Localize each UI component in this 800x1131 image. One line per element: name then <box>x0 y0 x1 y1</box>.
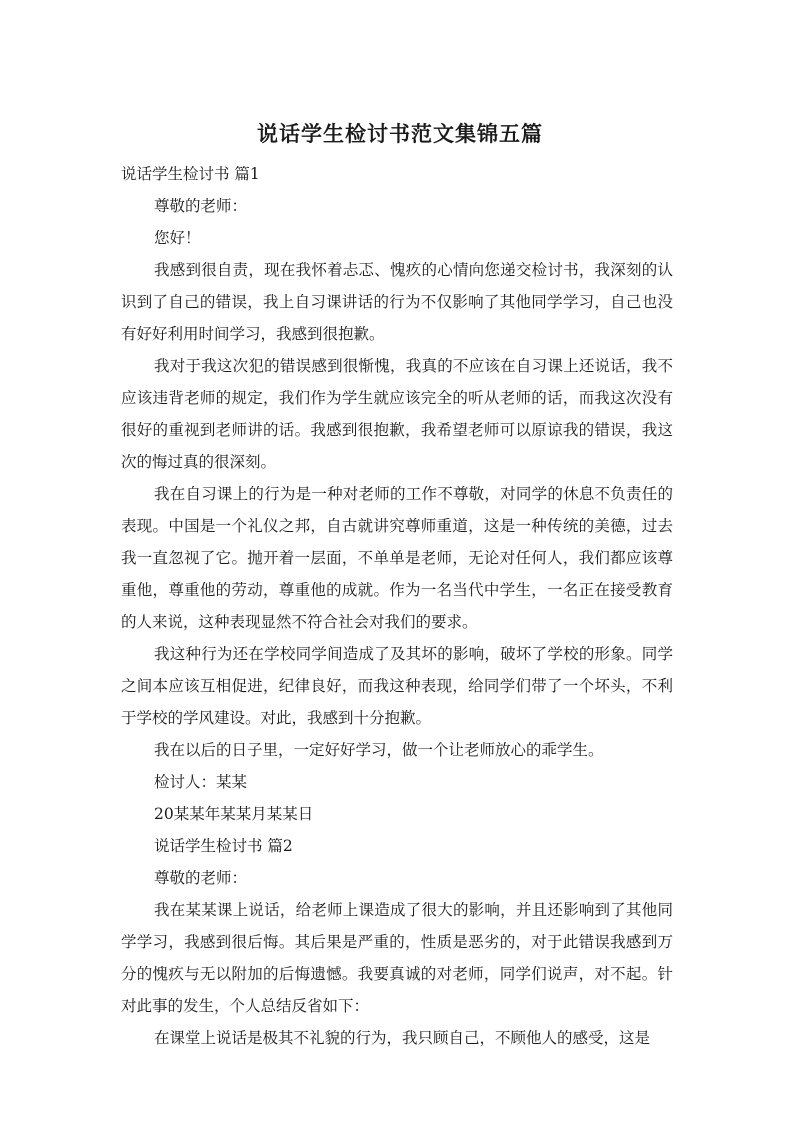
paragraph: 在课堂上说话是极其不礼貌的行为，我只顾自己，不顾他人的感受，这是 <box>154 1029 651 1047</box>
paragraph: 我这种行为还在学校同学间造成了及其坏的影响，破坏了学校的形象。同学之间本应该互相促进，纪律良好，而我这种表现，给同学们带了一个坏头，不利于学校的学风建设。对此，我感到十分抱歉。 <box>121 645 673 727</box>
section-heading: 说话学生检讨书 篇2 <box>154 837 293 855</box>
paragraph: 我在某某课上说话，给老师上课造成了很大的影响，并且还影响到了其他同学学习，我感到很后悔。其后果是严重的，性质是恶劣的，对于此错误我感到万分的愧疚与无以附加的后悔遗憾。我要真诚的对老师，同学们说声，对不起。针对此事的发生，个人总结反省如下： <box>121 901 673 1015</box>
salutation: 尊敬的老师： <box>154 197 248 215</box>
date: 20某某年某某月某某日 <box>154 805 314 823</box>
paragraph: 我在以后的日子里，一定好好学习，做一个让老师放心的乖学生。 <box>154 741 604 759</box>
document-body <box>121 158 673 1054</box>
section-heading: 说话学生检讨书 篇1 <box>121 165 260 183</box>
greeting: 您好！ <box>154 229 201 247</box>
salutation: 尊敬的老师： <box>154 869 248 887</box>
paragraph: 我在自习课上的行为是一种对老师的工作不尊敬，对同学的休息不负责任的表现。中国是一个礼仪之邦，自古就讲究尊师重道，这是一种传统的美德，过去我一直忽视了它。抛开着一层面，不单单是老师，无论对任何人，我们都应该尊重他，尊重他的劳动，尊重他的成就。作为一名当代中学生，一名正在接受教育的人来说，这种表现显然不符合社会对我们的要求。 <box>121 485 673 631</box>
document-title: 说话学生检讨书范文集锦五篇 <box>257 122 543 146</box>
signature: 检讨人：某某 <box>154 773 248 791</box>
paragraph: 我感到很自责，现在我怀着忐忑、愧疚的心情向您递交检讨书，我深刻的认识到了自己的错误，我上自习课讲话的行为不仅影响了其他同学学习，自己也没有好好利用时间学习，我感到很抱歉。 <box>121 261 673 343</box>
paragraph: 我对于我这次犯的错误感到很惭愧，我真的不应该在自习课上还说话，我不应该违背老师的规定，我们作为学生就应该完全的听从老师的话，而我这次没有很好的重视到老师讲的话。我感到很抱歉，我希望老师可以原谅我的错误，我这次的悔过真的很深刻。 <box>121 357 673 471</box>
